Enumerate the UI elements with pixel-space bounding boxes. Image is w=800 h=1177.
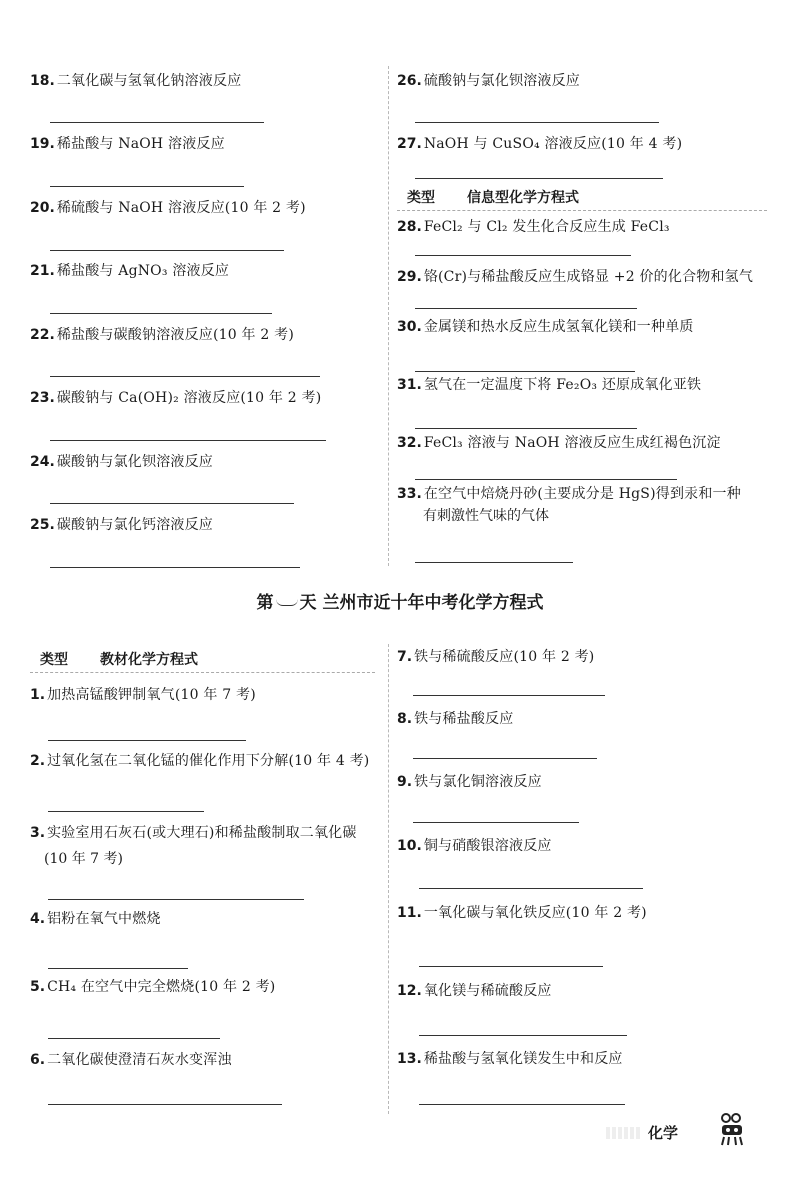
question-19 xyxy=(30,133,375,155)
answer-blank[interactable] xyxy=(48,1038,220,1039)
section-type-label: 类型 xyxy=(40,652,68,668)
question-text: 加热高锰酸钾制氧气(10 年 7 考) xyxy=(47,687,256,703)
question-text: NaOH 与 CuSO₄ 溶液反应(10 年 4 考) xyxy=(423,136,683,152)
answer-blank[interactable] xyxy=(48,1104,282,1105)
question-text: 在空气中焙烧丹砂(主要成分是 HgS)得到汞和一种 xyxy=(423,486,741,502)
section-name: 信息型化学方程式 xyxy=(467,190,579,206)
answer-blank[interactable] xyxy=(48,968,188,969)
answer-blank[interactable] xyxy=(415,371,635,372)
answer-blank[interactable] xyxy=(419,1035,627,1036)
question-25 xyxy=(30,514,375,536)
section-name: 教材化学方程式 xyxy=(100,652,198,668)
answer-blank[interactable] xyxy=(50,250,284,251)
day-title-suffix: 天 xyxy=(299,593,317,613)
section-type-label: 类型 xyxy=(407,190,435,206)
answer-blank[interactable] xyxy=(415,178,663,179)
question-number: 29. xyxy=(397,269,422,285)
question-7 xyxy=(397,646,777,668)
question-text: 碳酸钠与 Ca(OH)₂ 溶液反应(10 年 2 考) xyxy=(56,390,322,406)
answer-blank[interactable] xyxy=(415,428,637,429)
question-1 xyxy=(30,684,375,706)
question-number: 30. xyxy=(397,319,422,335)
question-number: 11. xyxy=(397,905,422,921)
answer-blank[interactable] xyxy=(413,695,605,696)
question-20 xyxy=(30,197,375,219)
question-text: 稀硫酸与 NaOH 溶液反应(10 年 2 考) xyxy=(56,200,306,216)
question-text: 稀盐酸与碳酸钠溶液反应(10 年 2 考) xyxy=(56,327,295,343)
question-text: CH₄ 在空气中完全燃烧(10 年 2 考) xyxy=(47,979,276,995)
question-8 xyxy=(397,708,777,730)
question-text: 氧化镁与稀硫酸反应 xyxy=(423,983,552,999)
question-number: 18. xyxy=(30,73,55,89)
answer-blank[interactable] xyxy=(50,503,294,504)
question-10 xyxy=(397,835,777,857)
question-number: 33. xyxy=(397,486,422,502)
question-text: 铁与氯化铜溶液反应 xyxy=(414,774,542,790)
question-28 xyxy=(397,216,777,238)
question-31 xyxy=(397,374,777,396)
question-number: 26. xyxy=(397,73,422,89)
question-11 xyxy=(397,902,777,924)
question-number: 13. xyxy=(397,1051,422,1067)
answer-blank[interactable] xyxy=(48,899,304,900)
question-5 xyxy=(30,976,375,998)
section-underline xyxy=(30,672,375,673)
question-27 xyxy=(397,133,777,155)
answer-blank[interactable] xyxy=(50,313,272,314)
question-6 xyxy=(30,1049,375,1071)
question-number: 8. xyxy=(397,711,413,727)
question-number: 1. xyxy=(30,687,46,703)
question-number: 23. xyxy=(30,390,55,406)
question-text: 二氧化碳与氢氧化钠溶液反应 xyxy=(56,73,242,89)
question-26 xyxy=(397,70,777,92)
answer-blank[interactable] xyxy=(415,308,637,309)
answer-blank[interactable] xyxy=(50,186,244,187)
column-divider-top xyxy=(388,66,389,566)
question-number: 20. xyxy=(30,200,55,216)
answer-blank[interactable] xyxy=(415,479,677,480)
question-9 xyxy=(397,771,777,793)
answer-blank[interactable] xyxy=(413,822,579,823)
question-text: FeCl₂ 与 Cl₂ 发生化合反应生成 FeCl₃ xyxy=(423,219,670,235)
answer-blank[interactable] xyxy=(48,740,246,741)
question-number: 9. xyxy=(397,774,413,790)
answer-blank[interactable] xyxy=(48,811,204,812)
answer-blank[interactable] xyxy=(415,562,573,563)
question-number: 21. xyxy=(30,263,55,279)
question-number: 25. xyxy=(30,517,55,533)
question-number: 3. xyxy=(30,825,46,841)
question-number: 28. xyxy=(397,219,422,235)
day-title xyxy=(0,588,800,613)
question-number: 7. xyxy=(397,649,413,665)
question-text: FeCl₃ 溶液与 NaOH 溶液反应生成红褐色沉淀 xyxy=(423,435,721,451)
question-32 xyxy=(397,432,777,454)
section-underline xyxy=(397,210,767,211)
question-number: 5. xyxy=(30,979,46,995)
answer-blank[interactable] xyxy=(415,255,631,256)
footer-faint-mark xyxy=(606,1127,642,1139)
question-number: 32. xyxy=(397,435,422,451)
question-number: 6. xyxy=(30,1052,46,1068)
question-text: 稀盐酸与氢氧化镁发生中和反应 xyxy=(423,1051,623,1067)
footer-subject-label: 化学 xyxy=(648,1124,679,1142)
answer-blank[interactable] xyxy=(50,440,326,441)
question-24 xyxy=(30,451,375,473)
section-heading-info xyxy=(397,188,767,208)
question-18 xyxy=(30,70,375,92)
answer-blank[interactable] xyxy=(419,966,603,967)
question-text: 氢气在一定温度下将 Fe₂O₃ 还原成氧化亚铁 xyxy=(423,377,702,393)
day-title-prefix: 第 xyxy=(256,593,274,613)
question-text: 碳酸钠与氯化钙溶液反应 xyxy=(56,517,214,533)
question-text: 铝粉在氧气中燃烧 xyxy=(47,911,161,927)
question-number: 27. xyxy=(397,136,422,152)
answer-blank[interactable] xyxy=(419,888,643,889)
section-heading-textbook xyxy=(30,650,375,670)
column-divider-bottom xyxy=(388,644,389,1114)
question-29 xyxy=(397,266,777,288)
question-text: 铁与稀硫酸反应(10 年 2 考) xyxy=(414,649,595,665)
answer-blank[interactable] xyxy=(50,376,320,377)
answer-blank[interactable] xyxy=(415,122,659,123)
answer-blank[interactable] xyxy=(50,567,300,568)
answer-blank[interactable] xyxy=(419,1104,625,1105)
question-number: 22. xyxy=(30,327,55,343)
question-13 xyxy=(397,1048,777,1070)
question-30 xyxy=(397,316,777,338)
question-33 xyxy=(397,483,777,527)
question-text: 铬(Cr)与稀盐酸反应生成铬显 +2 价的化合物和氢气 xyxy=(423,269,754,285)
question-number: 24. xyxy=(30,454,55,470)
question-21 xyxy=(30,260,375,282)
question-number: 10. xyxy=(397,838,422,854)
question-text: 金属镁和热水反应生成氢氧化镁和一种单质 xyxy=(423,319,694,335)
mascot-logo-icon xyxy=(718,1113,746,1147)
question-text: 过氧化氢在二氧化锰的催化作用下分解(10 年 4 考) xyxy=(47,753,370,769)
question-2 xyxy=(30,750,375,772)
question-4 xyxy=(30,908,375,930)
question-12 xyxy=(397,980,777,1002)
answer-blank[interactable] xyxy=(413,758,597,759)
question-text: 稀盐酸与 AgNO₃ 溶液反应 xyxy=(56,263,230,279)
question-text: 一氧化碳与氧化铁反应(10 年 2 考) xyxy=(423,905,647,921)
question-text: 铜与硝酸银溶液反应 xyxy=(423,838,552,854)
question-number: 4. xyxy=(30,911,46,927)
question-text: 稀盐酸与 NaOH 溶液反应 xyxy=(56,136,225,152)
question-number: 19. xyxy=(30,136,55,152)
question-23 xyxy=(30,387,375,409)
question-text: 实验室用石灰石(或大理石)和稀盐酸制取二氧化碳 xyxy=(47,825,357,841)
question-text: 碳酸钠与氯化钡溶液反应 xyxy=(56,454,214,470)
answer-blank[interactable] xyxy=(50,122,264,123)
question-number: 31. xyxy=(397,377,422,393)
question-number: 12. xyxy=(397,983,422,999)
question-22 xyxy=(30,324,375,346)
question-3 xyxy=(30,822,375,870)
question-number: 2. xyxy=(30,753,46,769)
day-title-text: 兰州市近十年中考化学方程式 xyxy=(322,593,544,613)
question-text-continued: (10 年 7 考) xyxy=(44,851,123,867)
question-text-continued: 有刺激性气味的气体 xyxy=(423,508,549,524)
question-text: 二氧化碳使澄清石灰水变浑浊 xyxy=(47,1052,232,1068)
question-text: 硫酸钠与氯化钡溶液反应 xyxy=(423,73,581,89)
question-text: 铁与稀盐酸反应 xyxy=(414,711,514,727)
